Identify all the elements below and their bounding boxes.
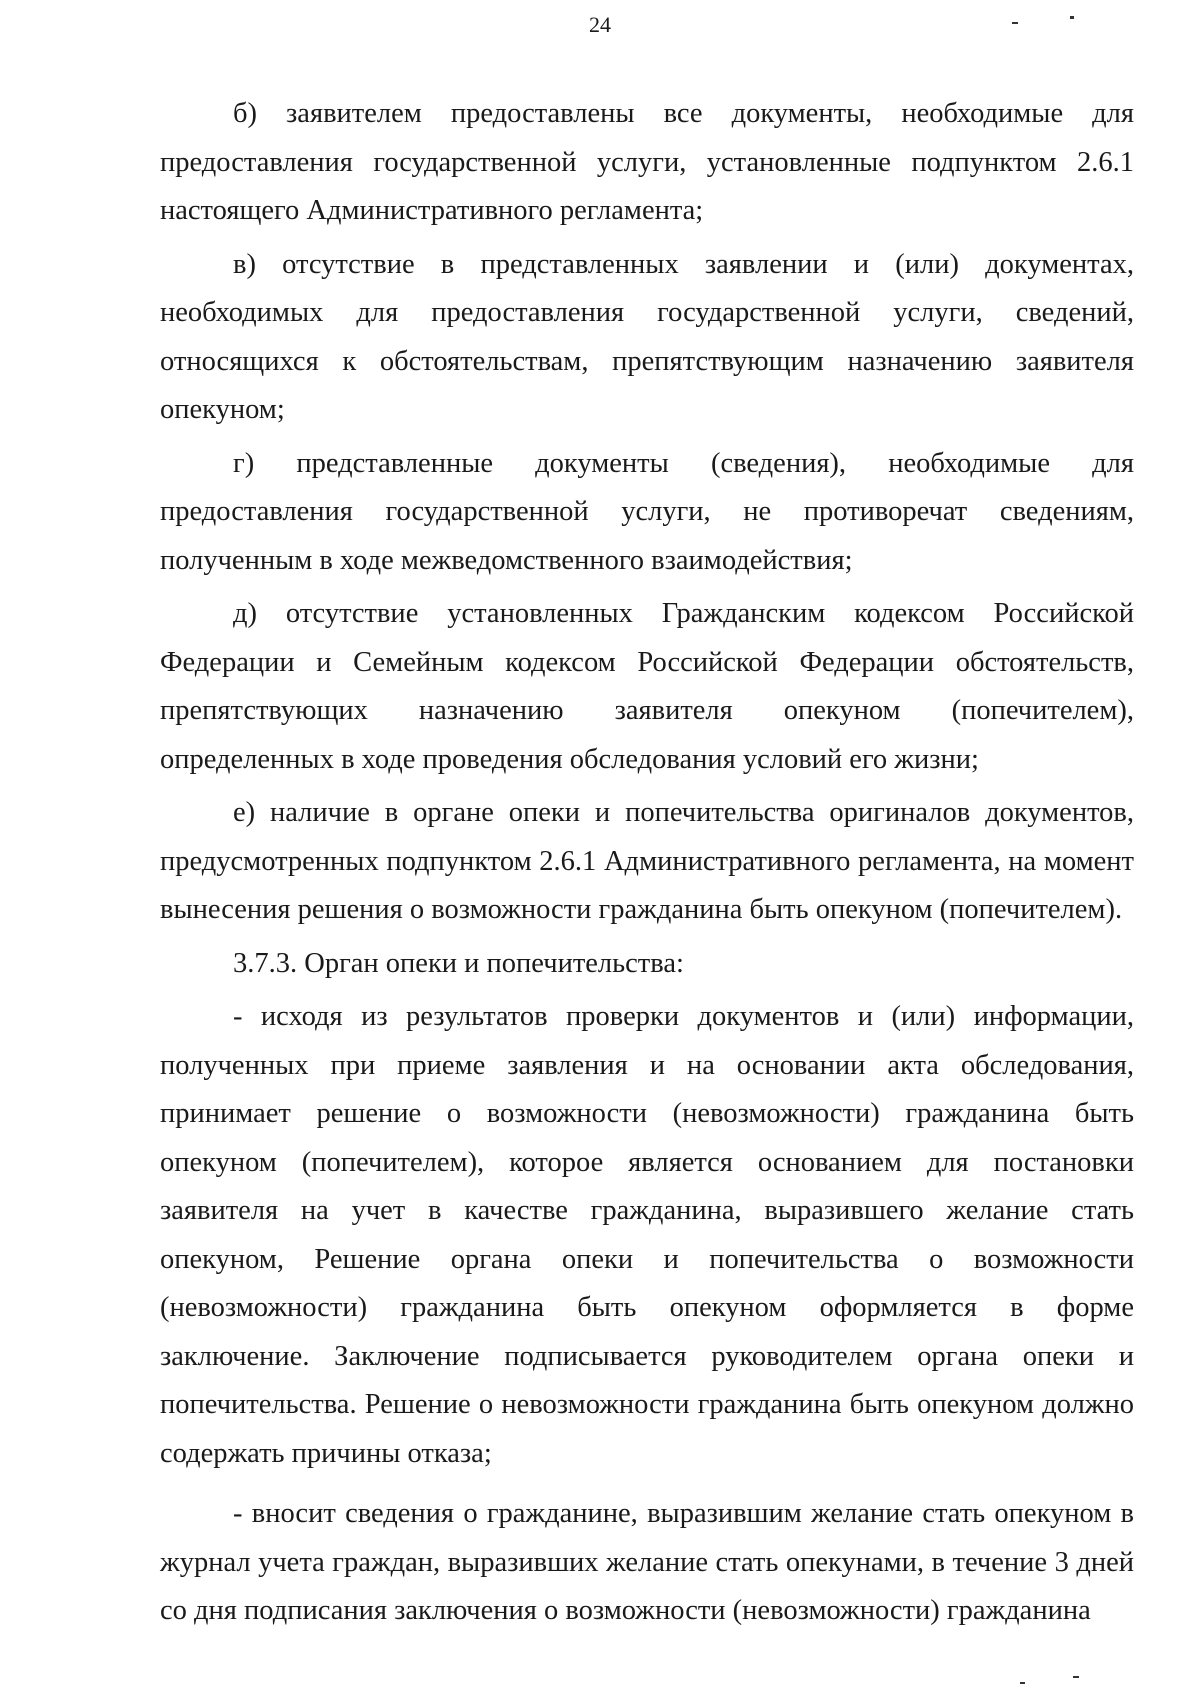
scan-speck [1073, 1676, 1079, 1678]
scan-speck [1020, 1682, 1025, 1684]
paragraph-g: г) представленные документы (сведения), необходимые для предоставления государственной услуги, не противоречат сведениям, полученным в ходе межведомственного взаимодействия; [160, 447, 1134, 576]
document-body [160, 90, 1134, 1636]
scan-speck [1012, 22, 1018, 24]
section-heading-3-7-3: 3.7.3. Орган опеки и попечительства: [233, 947, 684, 979]
paragraph-e: е) наличие в органе опеки и попечительства оригиналов документов, предусмотренных подпунктом 2.6.1 Административного регламента, на момент вынесения решения о возможности гражданина быть опекуном (попечителем). [160, 797, 1134, 925]
page-number: 24 [589, 12, 611, 37]
paragraph-d: д) отсутствие установленных Гражданским кодексом Российской Федерации и Семейным кодексом Российской Федерации обстоятельств, препятствующих назначению заявителя опекуном (попечителем), определенных в ходе проведения обследования условий его жизни; [160, 598, 1134, 775]
paragraph-v: в) отсутствие в представленных заявлении и (или) документах, необходимых для предоставления государственной услуги, сведений, относящихся к обстоятельствам, препятствующим назначению заявителя опекуном; [160, 248, 1134, 425]
paragraph-decision: - исходя из результатов проверки документов и (или) информации, полученных при приеме заявления и на основании акта обследования, принимает решение о возможности (невозможности) гражданина быть опекуном (попечителем), которое является основанием для постановки заявителя на учет в качестве гражданина, выразившего желание стать опекуном, Решение органа опеки и попечительства о возможности (невозможности) гражданина быть опекуном оформляется в форме заключение. Заключение подписывается руководителем органа опеки и попечительства. Решение о невозможности гражданина быть опекуном должно содержать причины отказа; [160, 1001, 1134, 1469]
scan-speck [1070, 16, 1074, 19]
paragraph-b: б) заявителем предоставлены все документы, необходимые для предоставления государственной услуги, установленные подпунктом 2.6.1 настоящего Административного регламента; [160, 98, 1134, 226]
paragraph-register: - вносит сведения о гражданине, выразившим желание стать опекуном в журнал учета граждан, выразивших желание стать опекунами, в течение 3 дней со дня подписания заключения о возможности (невозможности) гражданина [160, 1498, 1134, 1626]
